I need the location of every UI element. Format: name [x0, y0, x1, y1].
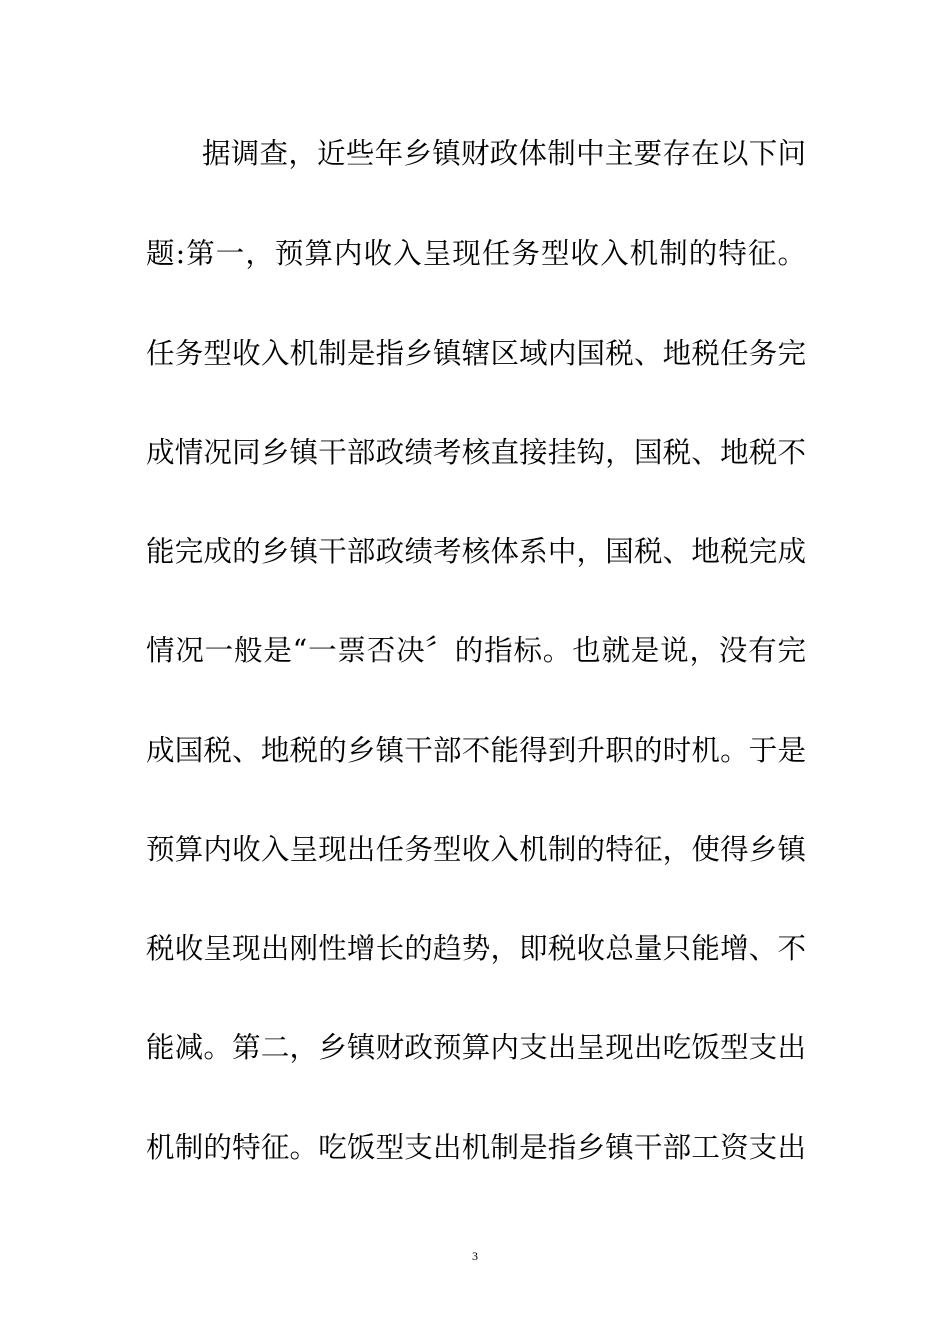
paragraph-line: 成情况同乡镇干部政绩考核直接挂钩，国税、地税不 [146, 436, 806, 469]
page-number: 3 [472, 1249, 478, 1263]
paragraph-line: 预算内收入呈现出任务型收入机制的特征，使得乡镇 [146, 833, 806, 866]
paragraph-line: 税收呈现出刚性增长的趋势，即税收总量只能增、不 [146, 932, 806, 965]
paragraph-line: 任务型收入机制是指乡镇辖区域内国税、地税任务完 [146, 337, 806, 370]
paragraph-line: 能完成的乡镇干部政绩考核体系中，国税、地税完成 [146, 535, 806, 568]
paragraph-line: 题:第一，预算内收入呈现任务型收入机制的特征。 [146, 237, 806, 270]
paragraph-line: 情况一般是“一票否决〞的指标。也就是说，没有完 [146, 634, 806, 667]
paragraph-line: 据调查，近些年乡镇财政体制中主要存在以下问 [202, 137, 806, 170]
paragraph-line: 机制的特征。吃饭型支出机制是指乡镇干部工资支出 [146, 1131, 806, 1164]
paragraph-line: 成国税、地税的乡镇干部不能得到升职的时机。于是 [146, 734, 806, 767]
paragraph-line: 能减。第二，乡镇财政预算内支出呈现出吃饭型支出 [146, 1031, 806, 1064]
